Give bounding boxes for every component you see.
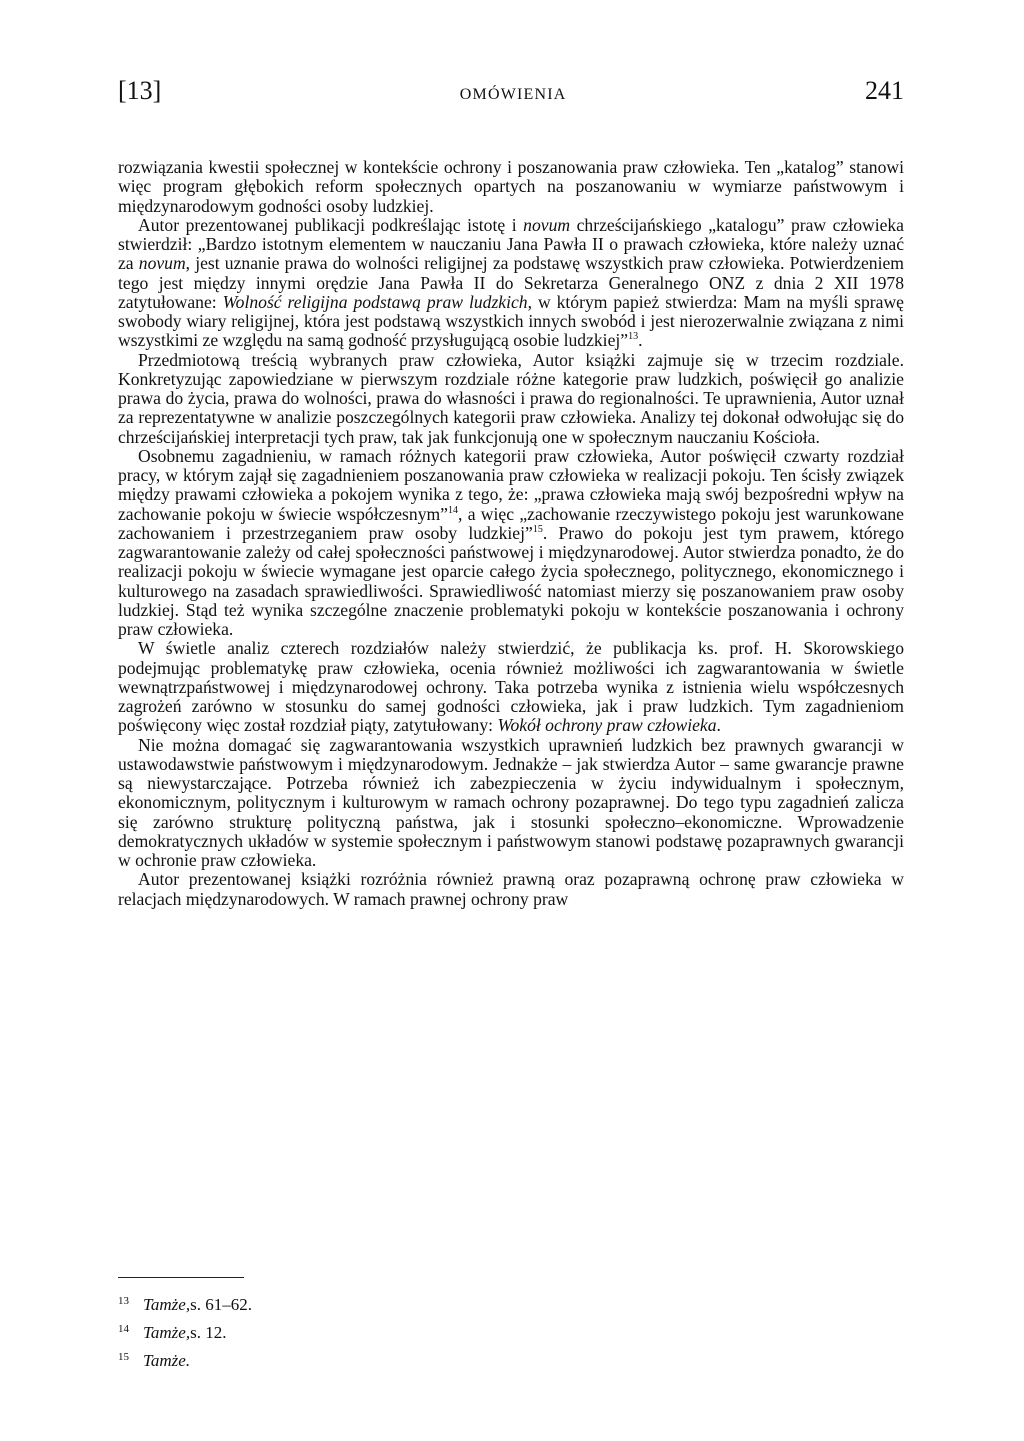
footnote-number: 14	[118, 1323, 129, 1335]
text-run: .	[638, 330, 643, 351]
paragraph	[118, 351, 904, 447]
text-run: Osobnemu zagadnieniu, w ramach różnych kategorii praw człowieka, Autor poświęcił czwarty rozdział pracy, w którym zajął się zagadnieniem poszanowania praw człowieka w realizacji pokoju. Ten ścisły związek między prawami człowieka a pokojem wynika z tego, że: „prawa człowieka mają swój bezpośredni wpływ na zachowanie pokoju w świecie współczesnym”	[118, 445, 904, 524]
body-text	[118, 158, 904, 909]
footnote	[118, 1292, 618, 1320]
running-header	[118, 76, 904, 110]
footnote-pages: s. 12.	[190, 1323, 227, 1342]
paragraph	[118, 447, 904, 640]
footnote-pages: s. 61–62.	[190, 1295, 252, 1314]
page-reference: [13]	[118, 76, 162, 105]
text-run: Autor prezentowanej publikacji podkreślając istotę i	[138, 214, 524, 235]
footnote-number: 13	[118, 1295, 129, 1307]
text-run: .	[716, 715, 721, 736]
text-run: Przedmiotową treścią wybranych praw człowieka, Autor książki zajmuje się w trzecim rozdziale. Konkretyzując zapowiedziane w pierwszym rozdziale różne kategorie praw ludzkich, poświęcił go analizie prawa do życia, prawa do wolności, prawa do własności i prawa do regionalności. Te uprawnienia, Autor uznał za reprezentatywne w analizie poszczególnych kategorii praw człowieka. Analizy tej dokonał odwołując się do chrześcijańskiej interpretacji tych praw, tak jak funkcjonują one w społecznym nauczaniu Kościoła.	[118, 349, 904, 447]
footnote-ref: 14	[447, 504, 458, 516]
text-run: , jest uznanie prawa do wolności religijnej za podstawę wszystkich praw człowieka. Potwierdzeniem tego jest między innymi orędzie Jana Pawła II do Sekretarza Generalnego ONZ z dnia 2 XII 1978 zatytułowane:	[118, 253, 904, 312]
text-run: rozwiązania kwestii społecznej w kontekście ochrony i poszanowania praw człowieka. Ten „katalog” stanowi więc program głębokich reform społecznych opartych na poszanowaniu w wymiarze państwowym i międzynarodowym godności osoby ludzkiej.	[118, 157, 904, 216]
text-run: Nie można domagać się zagwarantowania wszystkich uprawnień ludzkich bez prawnych gwarancji w ustawodawstwie państwowym i międzynarodowym. Jednakże – jak stwierdza Autor – same gwarancje prawne są niewystarczające. Potrzeba również ich zabezpieczenia w życiu indywidualnym i społecznym, ekonomicznym, politycznym i kulturowym w ramach ochrony pozaprawnej. Do tego typu zagadnień zalicza się zarówno strukturę polityczną państwa, jak i stosunki społeczno–ekonomiczne. Wprowadzenie demokratycznych układów w systemie społecznym i państwowym stanowi podstawę pozaprawnych gwarancji w ochronie praw człowieka.	[118, 734, 904, 870]
footnote-ref: 13	[628, 331, 639, 343]
paragraph	[118, 639, 904, 735]
paragraph	[118, 216, 904, 351]
footnote	[118, 1320, 618, 1348]
text-run: chrześcijańskiego „katalogu” praw człowieka stwierdził: „Bardzo istotnym elementem w nauczaniu Jana Pawła II o prawach człowieka, które należy uznać za	[118, 214, 904, 274]
footnote-ref: 15	[532, 523, 543, 535]
footnote-number: 15	[118, 1351, 129, 1363]
paragraph	[118, 158, 904, 216]
italic-text: Wolność religijna podstawą praw ludzkich	[222, 291, 528, 312]
italic-text: Wokół ochrony praw człowieka	[497, 715, 717, 736]
page-number: 241	[864, 76, 904, 105]
footnote-source: Tamże,	[143, 1295, 191, 1314]
paragraph	[118, 736, 904, 871]
text-run: Autor prezentowanej książki rozróżnia również prawną oraz pozaprawną ochronę praw człowieka w relacjach międzynarodowych. W ramach prawnej ochrony praw	[118, 869, 904, 909]
section-title: OMÓWIENIA	[459, 86, 567, 103]
paragraph	[118, 870, 904, 909]
footnote-source: Tamże,	[143, 1323, 191, 1342]
text-run: , a więc „zachowanie rzeczywistego pokoju jest warunkowane zachowaniem i przestrzeganiem praw osoby ludzkiej”	[118, 503, 904, 543]
italic-text: novum	[138, 253, 186, 274]
footnote	[118, 1348, 618, 1376]
footnotes	[118, 1292, 618, 1376]
footnote-divider	[118, 1277, 244, 1278]
text-run: W świetle analiz czterech rozdziałów należy stwierdzić, że publikacja ks. prof. H. Skorowskiego podejmując problematykę praw człowieka, ocenia również możliwości ich zagwarantowania w świetle wewnątrzpaństwowej i międzynarodowej ochrony. Taka potrzeba wynika z istnienia wielu współczesnych zagrożeń zarówno w stosunku do samej godności człowieka, jak i praw ludzkich. Tym zagadnieniom poświęcony więc został rozdział piąty, zatytułowany:	[118, 638, 904, 736]
text-run: , w którym papież stwierdza: Mam na myśli sprawę swobody wiary religijnej, która jest podstawą wszystkich innych swobód i jest nierozerwalnie związana z nimi wszystkimi ze względu na samą godność przysługującą osobie ludzkiej”	[118, 291, 904, 351]
italic-text: novum	[523, 214, 571, 235]
footnote-source: Tamże.	[143, 1351, 191, 1370]
text-run: . Prawo do pokoju jest tym prawem, którego zagwarantowanie zależy od całej społeczności państwowej i międzynarodowej. Autor stwierdza ponadto, że do realizacji pokoju w świecie wymagane jest oparcie całego życia społecznego, politycznego, ekonomicznego i kulturowego na zasadach sprawiedliwości. Sprawiedliwość natomiast mierzy się poszanowaniem praw osoby ludzkiej. Stąd też wynika szczególne znaczenie problematyki pokoju w kontekście poszanowania i ochrony praw człowieka.	[118, 522, 904, 639]
